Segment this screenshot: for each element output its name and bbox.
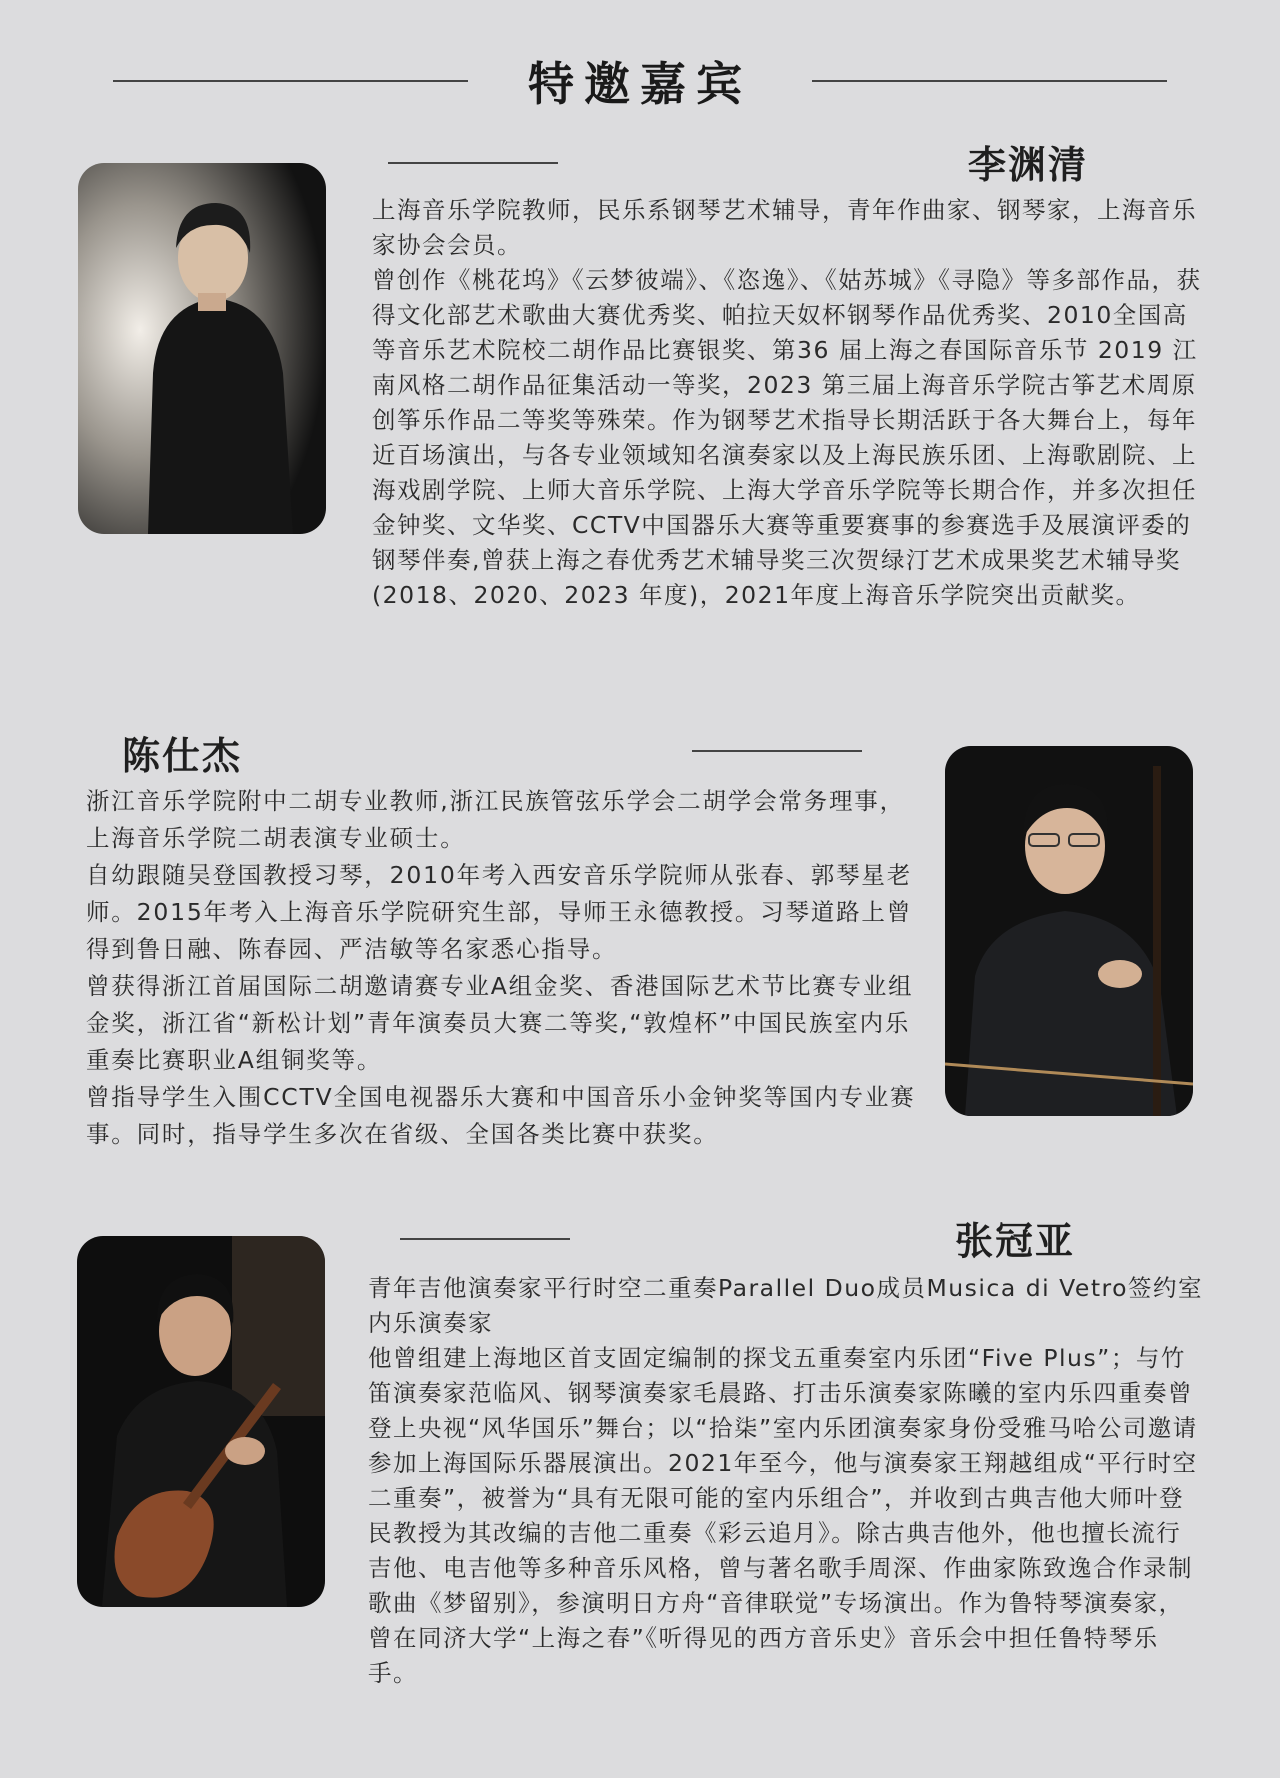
bio-paragraph: 他曾组建上海地区首支固定编制的探戈五重奏室内乐团“Five Plus”；与竹笛演奏家范临风、钢琴演奏家毛晨路、打击乐演奏家陈曦的室内乐四重奏曾登上央视“风华国乐”舞台；以“拾柒”室内乐团演奏家身份受雅马哈公司邀请参加上海国际乐器展演出。2021年至今，他与演奏家王翔越组成“平行时空二重奏”，被誉为“具有无限可能的室内乐组合”，并收到古典吉他大师叶登民教授为其改编的吉他二重奏《彩云追月》。除古典吉他外，他也擅长流行吉他、电吉他等多种音乐风格，曾与著名歌手周深、作曲家陈致逸合作录制歌曲《梦留别》，参演明日方舟“音律联觉”专场演出。作为鲁特琴演奏家，曾在同济大学“上海之春”《听得见的西方音乐史》音乐会中担任鲁特琴乐手。 (368, 1344, 1198, 1687)
title-right-rule (812, 80, 1167, 82)
bio-paragraph: 青年吉他演奏家平行时空二重奏Parallel Duo成员Musica di Vetro签约室内乐演奏家 (368, 1274, 1204, 1337)
bio-paragraph: 浙江音乐学院附中二胡专业教师,浙江民族管弦乐学会二胡学会常务理事，上海音乐学院二胡表演专业硕士。 (86, 787, 905, 852)
name-rule (388, 162, 558, 164)
name-rule (692, 750, 862, 752)
guest-bio (86, 783, 918, 1153)
bio-paragraph: 曾获得浙江首届国际二胡邀请赛专业A组金奖、香港国际艺术节比赛专业组金奖，浙江省“新松计划”青年演奏员大赛二等奖,“敦煌杯”中国民族室内乐重奏比赛职业A组铜奖等。 (86, 972, 914, 1074)
guest-name: 李渊清 (968, 142, 1089, 187)
bio-paragraph: 自幼跟随吴登国教授习琴，2010年考入西安音乐学院师从张春、郭琴星老师。2015年考入上海音乐学院研究生部，导师王永德教授。习琴道路上曾得到鲁日融、陈春园、严洁敏等名家悉心指导。 (86, 861, 913, 963)
page-title: 特邀嘉宾 (528, 57, 752, 111)
name-rule (400, 1238, 570, 1240)
guest-bio (368, 1271, 1204, 1691)
guest-name: 陈仕杰 (122, 733, 243, 778)
guest-bio (372, 193, 1210, 613)
bio-paragraph: 曾创作《桃花坞》《云梦彼端》、《恣逸》、《姑苏城》《寻隐》等多部作品，获得文化部艺术歌曲大赛优秀奖、帕拉天奴杯钢琴作品优秀奖、2010全国高等音乐艺术院校二胡作品比赛银奖、第36 届上海之春国际音乐节 2019 江南风格二胡作品征集活动一等奖，2023 第三届上海音乐学院古筝艺术周原创筝乐作品二等奖等殊荣。作为钢琴艺术指导长期活跃于各大舞台上，每年近百场演出，与各专业领域知名演奏家以及上海民族乐团、上海歌剧院、上海戏剧学院、上师大音乐学院、上海大学音乐学院等长期合作，并多次担任金钟奖、文华奖、CCTV中国器乐大赛等重要赛事的参赛选手及展演评委的钢琴伴奏,曾获上海之春优秀艺术辅导奖三次贺绿汀艺术成果奖艺术辅导奖(2018、2020、2023 年度)，2021年度上海音乐学院突出贡献奖。 (372, 266, 1202, 609)
guest-photo (945, 746, 1193, 1116)
guest-name: 张冠亚 (955, 1218, 1076, 1263)
bio-paragraph: 曾指导学生入围CCTV全国电视器乐大赛和中国音乐小金钟奖等国内专业赛事。同时，指导学生多次在省级、全国各类比赛中获奖。 (86, 1083, 916, 1148)
guest-photo (77, 1236, 325, 1607)
bio-paragraph: 上海音乐学院教师，民乐系钢琴艺术辅导，青年作曲家、钢琴家，上海音乐家协会会员。 (372, 196, 1197, 259)
guest-photo (78, 163, 326, 534)
